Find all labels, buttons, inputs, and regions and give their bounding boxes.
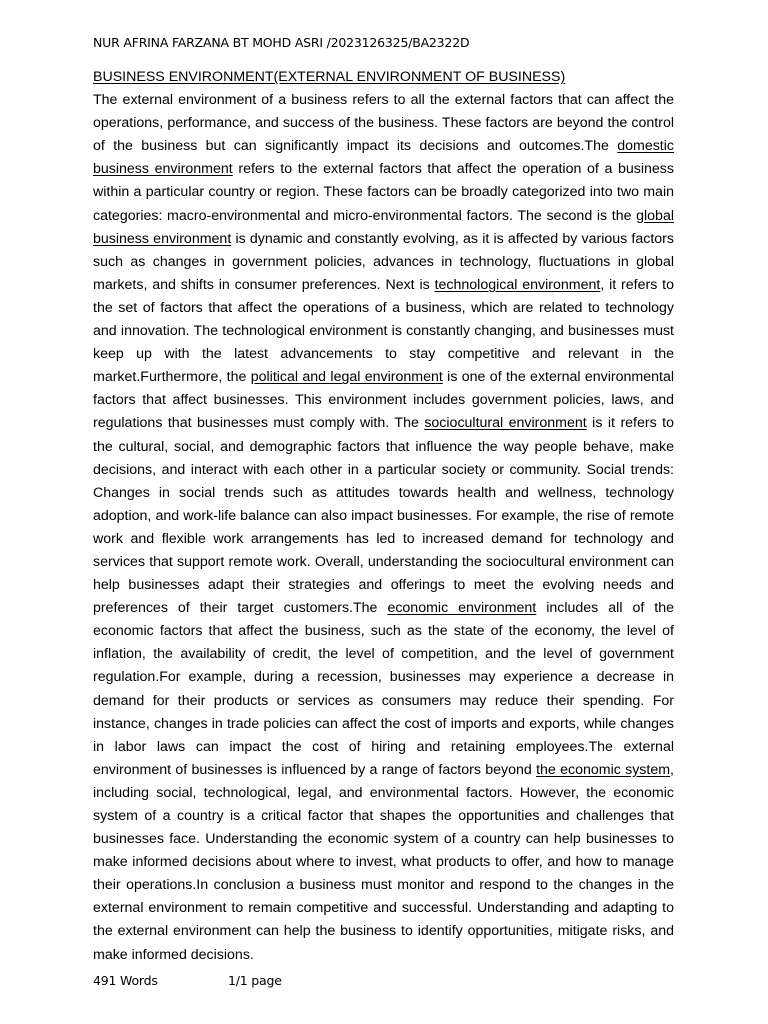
underlined-term-economic-system: the economic system: [536, 761, 671, 778]
paragraph-segment: refers to the external factors that affect the operation of a business within a particular country or region. These factors can be broadly categorized into two main categories: macro-environmental and micro-environmental factors. The second is the: [93, 161, 674, 224]
paragraph-segment: is it refers to the cultural, social, and demographic factors that influence the way people behave, make decisions, and interact with each other in a particular society or community. Social trends: Changes in social trends such as attitudes towards health and wellness, technology adoption, and work-life balance can also impact businesses. For example, the rise of remote work and flexible work arrangements has led to increased demand for technology and services that support remote work. Overall, understanding the sociocultural environment can help businesses adapt their strategies and offerings to meet the evolving needs and preferences of their target customers.The: [93, 415, 674, 617]
underlined-term-domestic: domestic business environment: [93, 138, 674, 178]
word-count[interactable]: 491 Words: [93, 973, 158, 988]
page-count[interactable]: 1/1 page: [228, 973, 282, 988]
document-title: BUSINESS ENVIRONMENT(EXTERNAL ENVIRONMENT OF BUSINESS): [93, 69, 566, 85]
paragraph-segment: is one of the external environmental factors that affect businesses. This environment includes government policies, laws, and regulations that businesses must comply with. The: [93, 369, 675, 432]
underlined-term-political-legal: political and legal environment: [250, 369, 443, 386]
underlined-term-global: global business environment: [93, 207, 674, 247]
underlined-term-economic: economic environment: [387, 600, 537, 617]
document-body: [93, 66, 674, 967]
status-bar: [93, 973, 282, 988]
document-paragraph: [93, 89, 674, 967]
paragraph-segment: , it refers to the set of factors that affect the operations of a business, which are related to technology and innovation. The technological environment is constantly changing, and businesses must keep up with the latest advancements to stay competitive and relevant in the market.Furthermore, the: [93, 276, 675, 386]
paragraph-segment: The external environment of a business refers to all the external factors that can affect the operations, performance, and success of the business. These factors are beyond the control of the business but can significantly impact its decisions and outcomes.The: [93, 92, 674, 155]
paragraph-segment: , including social, technological, legal, and environmental factors. However, the economic system of a country is a critical factor that shapes the opportunities and challenges that businesses face. Understanding the economic system of a country can help businesses to make informed decisions about where to invest, what products to offer, and how to manage their operations.In conclusion a business must monitor and respond to the changes in the external environment to remain competitive and successful. Understanding and adapting to the external environment can help the business to identify opportunities, mitigate risks, and make informed decisions.: [93, 761, 674, 963]
paragraph-segment: is dynamic and constantly evolving, as it is affected by various factors such as changes in government policies, advances in technology, fluctuations in global markets, and shifts in consumer preferences. Next is: [93, 230, 675, 293]
paragraph-segment: includes all of the economic factors that affect the business, such as the state of the economy, the level of inflation, the availability of credit, the level of competition, and the level of government regulation.For example, during a recession, businesses may experience a decrease in demand for their products or services as consumers may reduce their spending. For instance, changes in trade policies can affect the cost of imports and exports, while changes in labor laws can impact the cost of hiring and retaining employees.The external environment of businesses is influenced by a range of factors beyond: [93, 600, 675, 778]
underlined-term-technological: technological environment: [434, 276, 601, 293]
underlined-term-sociocultural: sociocultural environment: [424, 415, 587, 432]
author-header: NUR AFRINA FARZANA BT MOHD ASRI /2023126325/BA2322D: [93, 35, 470, 50]
